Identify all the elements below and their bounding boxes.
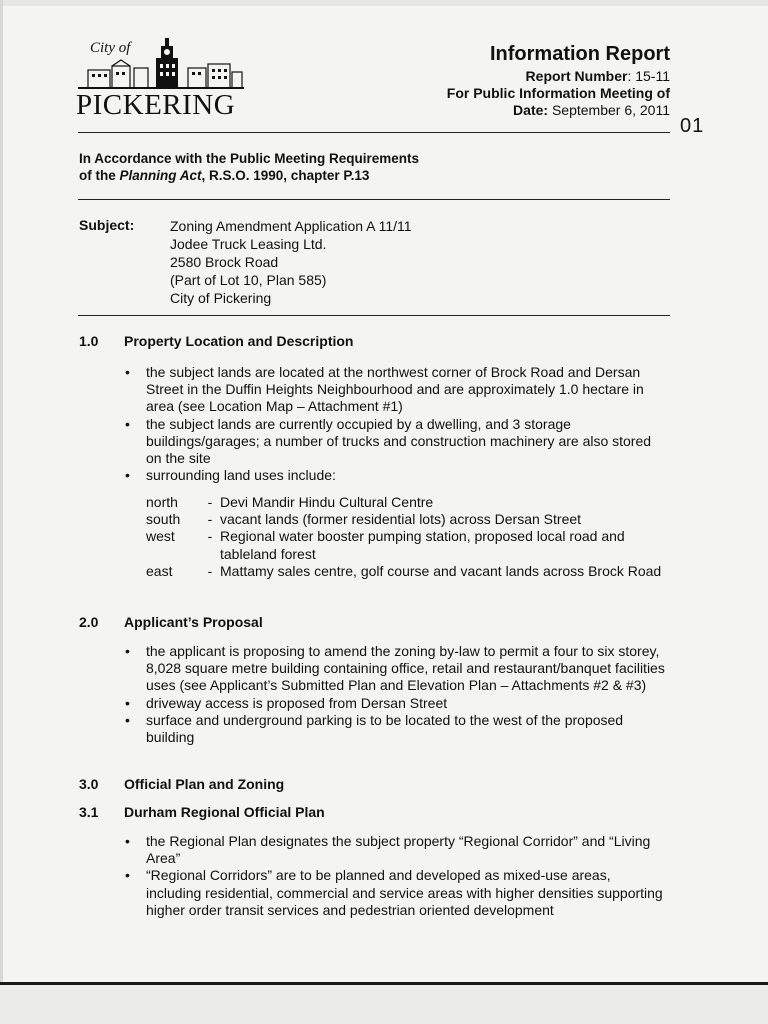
- scan-edge-top: [0, 0, 768, 6]
- land-use-description: vacant lands (former residential lots) across Dersan Street: [220, 511, 582, 528]
- city-logo: [76, 36, 248, 120]
- meeting-line: For Public Information Meeting of: [446, 85, 670, 101]
- report-number-value: : 15-11: [627, 68, 670, 84]
- section-1-bullets: [124, 364, 669, 484]
- subject-lines: [170, 217, 412, 307]
- subject-line: Zoning Amendment Application A 11/11: [170, 218, 412, 234]
- land-use-table: [146, 494, 666, 580]
- section-title: Applicant’s Proposal: [124, 614, 263, 630]
- land-use-row: east - Mattamy sales centre, golf course and vacant lands across Brock Road: [146, 563, 666, 580]
- intro-line-2: [79, 167, 419, 184]
- section-number: 3.0: [79, 776, 99, 792]
- subject-line: City of Pickering: [170, 290, 272, 306]
- page-mark: 01: [680, 115, 705, 137]
- section-title: Durham Regional Official Plan: [124, 804, 325, 820]
- subject-line: 2580 Brock Road: [170, 254, 279, 270]
- report-date: [513, 101, 670, 119]
- land-use-direction: east: [146, 562, 173, 579]
- land-use-row: north - Devi Mandir Hindu Cultural Centre: [146, 494, 666, 511]
- list-item: • the subject lands are currently occupied by a dwelling, and 3 storage buildings/garages; a number of trucks and construction machinery are also stored on the site: [124, 416, 669, 468]
- section-number: 1.0: [79, 333, 99, 349]
- intro-line-2-post: , R.S.O. 1990, chapter P.13: [201, 168, 370, 183]
- intro-statement: [79, 150, 419, 184]
- list-item: • the applicant is proposing to amend the zoning by-law to permit a four to six storey, 8,028 square metre building containing office, retail and restaurant/banquet facilities uses (see Applicant’s Submitted Plan and Elevation Plan – Attachments #2 & #3): [124, 643, 669, 695]
- subject-line: Jodee Truck Leasing Ltd.: [170, 236, 327, 252]
- land-use-row: west - Regional water booster pumping station, proposed local road and tableland forest: [146, 528, 666, 562]
- subject-label: Subject:: [79, 217, 135, 233]
- scan-edge-left: [0, 0, 3, 1024]
- intro-act-name: Planning Act: [119, 168, 202, 183]
- land-use-description: Devi Mandir Hindu Cultural Centre: [220, 494, 434, 510]
- section-title: Property Location and Description: [124, 333, 354, 349]
- section-title: Official Plan and Zoning: [124, 776, 285, 792]
- section-number: 2.0: [79, 614, 99, 630]
- land-use-direction: west: [146, 528, 175, 545]
- list-item: • “Regional Corridors” are to be planned and developed as mixed-use areas, including residential, commercial and service areas with higher densities supporting higher order transit services and pedestrian oriented development: [124, 867, 669, 919]
- report-number: [526, 67, 670, 85]
- date-label: Date:: [513, 102, 549, 118]
- land-use-row: south - vacant lands (former residential lots) across Dersan Street: [146, 511, 666, 528]
- subject-rule: [78, 315, 670, 316]
- land-use-description: Mattamy sales centre, golf course and vacant lands across Brock Road: [220, 562, 662, 579]
- date-value: September 6, 2011: [548, 102, 670, 118]
- section-3-1-bullets: [124, 833, 669, 919]
- subject-line: (Part of Lot 10, Plan 585): [170, 272, 327, 288]
- land-use-direction: south: [146, 511, 181, 528]
- report-number-label: Report Number: [525, 68, 628, 84]
- header-rule: [78, 132, 670, 133]
- intro-line-2-pre: of the: [79, 168, 120, 183]
- list-item: • the Regional Plan designates the subject property “Regional Corridor” and “Living Area”: [124, 833, 669, 867]
- logo-name: PICKERING: [76, 89, 236, 121]
- list-item: • surface and underground parking is to be located to the west of the proposed building: [124, 712, 669, 746]
- intro-line-1: In Accordance with the Public Meeting Requirements: [79, 151, 420, 166]
- scan-below-page: [0, 985, 768, 1024]
- section-number: 3.1: [79, 804, 99, 820]
- intro-rule: [78, 199, 670, 200]
- section-2-bullets: [124, 643, 669, 746]
- land-use-direction: north: [146, 494, 178, 510]
- report-title: Information Report: [490, 43, 670, 65]
- logo-city-of: City of: [90, 40, 131, 56]
- list-item: • driveway access is proposed from Dersan Street: [124, 695, 669, 712]
- land-use-description: Regional water booster pumping station, proposed local road and tableland forest: [220, 528, 625, 562]
- list-item: • surrounding land uses include:: [124, 467, 669, 484]
- list-item: • the subject lands are located at the northwest corner of Brock Road and Dersan Street in the Duffin Heights Neighbourhood and are approximately 1.0 hectare in area (see Location Map – Attachment #1): [124, 364, 669, 416]
